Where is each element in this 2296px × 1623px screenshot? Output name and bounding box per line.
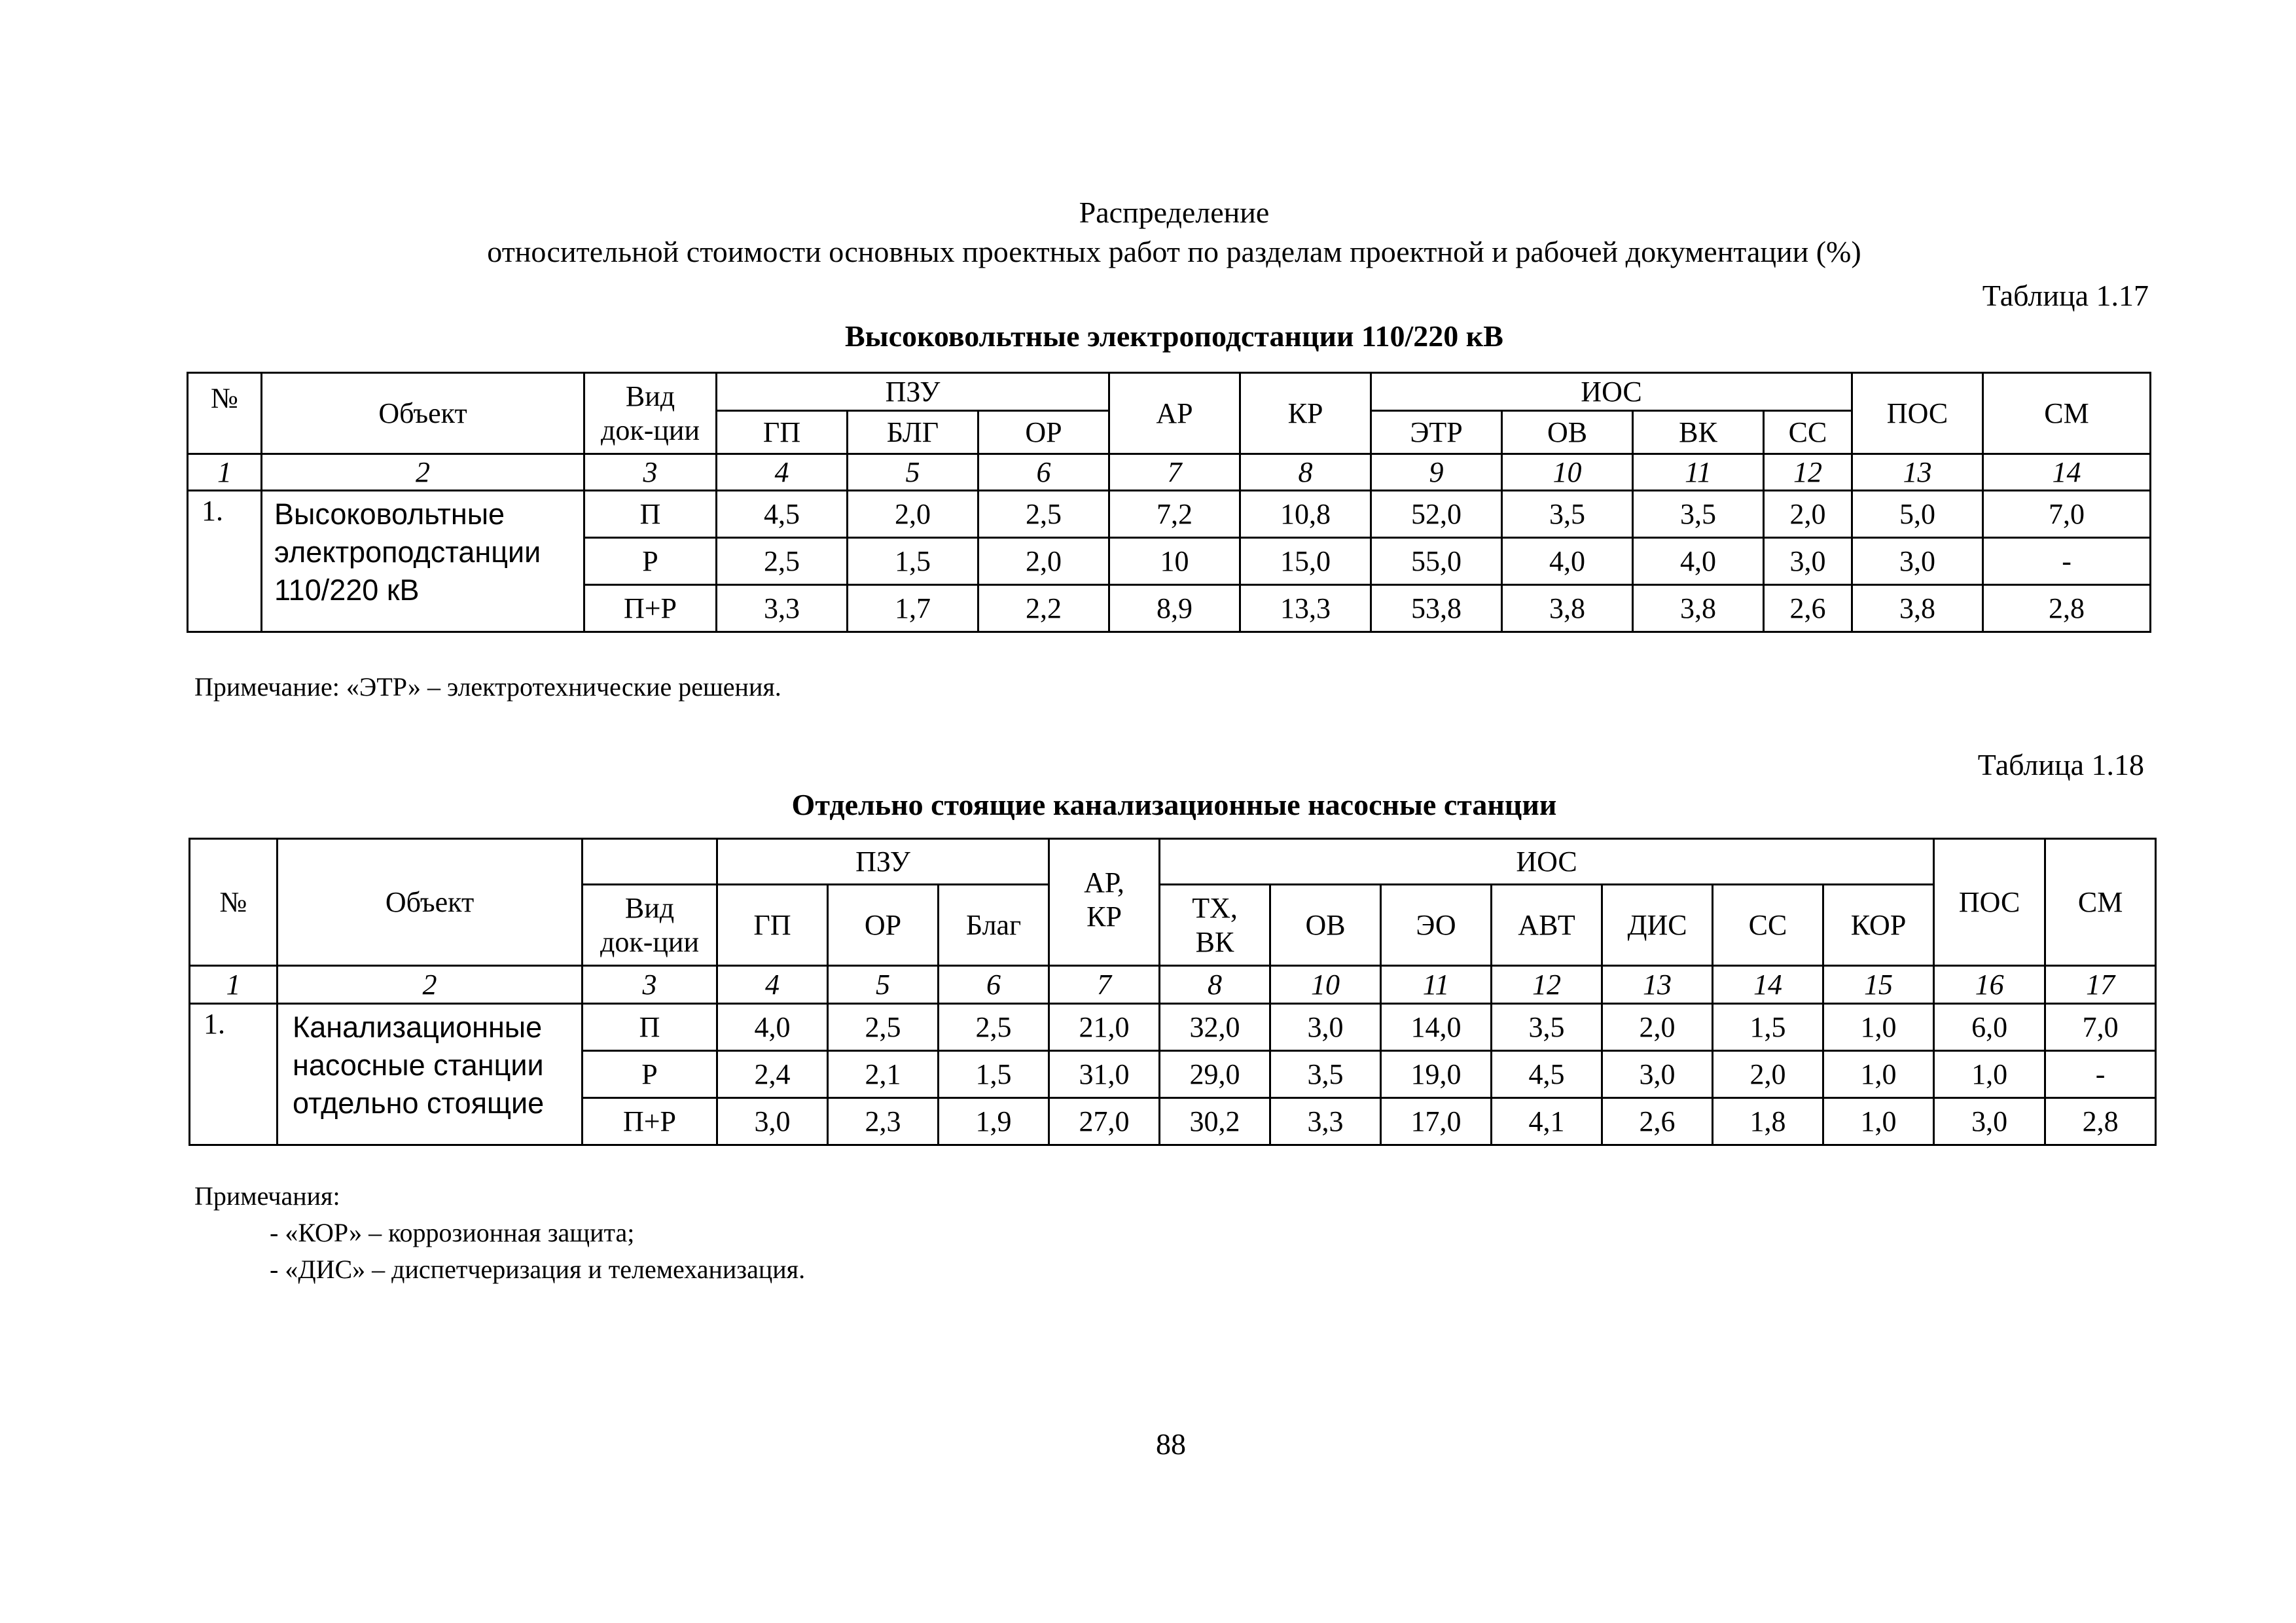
col-header-pzu: ПЗУ bbox=[717, 373, 1109, 411]
cell: 3,0 bbox=[717, 1098, 828, 1145]
cell: 10 bbox=[1109, 538, 1240, 585]
cell: П bbox=[584, 491, 717, 538]
cell: 53,8 bbox=[1371, 585, 1502, 632]
cell: 8,9 bbox=[1109, 585, 1240, 632]
cell: 1,9 bbox=[939, 1098, 1049, 1145]
col-header-blg: БЛГ bbox=[848, 411, 978, 454]
cell: 1,5 bbox=[1713, 1004, 1823, 1051]
col-header-or: ОР bbox=[978, 411, 1109, 454]
cell: 2,2 bbox=[978, 585, 1109, 632]
cell: 4,5 bbox=[1492, 1051, 1602, 1098]
column-number: 14 bbox=[1983, 454, 2151, 491]
col-header-ios: ИОС bbox=[1160, 839, 1934, 885]
col-header-etr: ЭТР bbox=[1371, 411, 1502, 454]
cell: 3,0 bbox=[1852, 538, 1983, 585]
column-number: 4 bbox=[717, 454, 848, 491]
page-number: 88 bbox=[1156, 1427, 1186, 1461]
doc-heading bbox=[0, 193, 2296, 272]
cell: 4,5 bbox=[717, 491, 848, 538]
table-117-note: Примечание: «ЭТР» – электротехнические решения. bbox=[194, 672, 781, 702]
cell: 3,5 bbox=[1633, 491, 1764, 538]
cell: 17,0 bbox=[1381, 1098, 1492, 1145]
column-number: 1 bbox=[190, 966, 278, 1004]
cell: П bbox=[583, 1004, 717, 1051]
column-number: 3 bbox=[583, 966, 717, 1004]
table-117-title: Высоковольтные электроподстанции 110/220 кВ bbox=[845, 319, 1503, 353]
cell: 15,0 bbox=[1240, 538, 1371, 585]
col-header-ov: ОВ bbox=[1270, 885, 1381, 966]
cell: 2,5 bbox=[939, 1004, 1049, 1051]
col-header-kor: КОР bbox=[1823, 885, 1934, 966]
cell: 1,5 bbox=[848, 538, 978, 585]
cell: 3,0 bbox=[1270, 1004, 1381, 1051]
column-number: 13 bbox=[1852, 454, 1983, 491]
col-header-blag: Благ bbox=[939, 885, 1049, 966]
cell: 3,3 bbox=[717, 585, 848, 632]
notes-title: Примечания: bbox=[194, 1181, 340, 1211]
row-number: 1. bbox=[190, 1004, 278, 1145]
heading-line-2: относительной стоимости основных проектных работ по разделам проектной и рабочей документации (%) bbox=[487, 235, 1861, 268]
column-number: 9 bbox=[1371, 454, 1502, 491]
col-header-kr: КР bbox=[1240, 373, 1371, 454]
object-line: электроподстанции bbox=[274, 535, 541, 569]
cell: 2,8 bbox=[2045, 1098, 2156, 1145]
cell: 13,3 bbox=[1240, 585, 1371, 632]
column-number: 17 bbox=[2045, 966, 2156, 1004]
col-header-dis: ДИС bbox=[1602, 885, 1713, 966]
cell: 27,0 bbox=[1049, 1098, 1160, 1145]
cell: 3,0 bbox=[1764, 538, 1852, 585]
cell: 55,0 bbox=[1371, 538, 1502, 585]
column-number: 5 bbox=[848, 454, 978, 491]
cell: 2,0 bbox=[1713, 1051, 1823, 1098]
cell: 2,5 bbox=[717, 538, 848, 585]
col-header-ss: СС bbox=[1713, 885, 1823, 966]
cell: Р bbox=[583, 1051, 717, 1098]
cell: 2,5 bbox=[828, 1004, 939, 1051]
doc-type-line-2: док-ции bbox=[600, 925, 700, 958]
col-header-no: № bbox=[188, 373, 262, 454]
col-header-blank bbox=[583, 839, 717, 885]
column-number: 5 bbox=[828, 966, 939, 1004]
column-number: 10 bbox=[1502, 454, 1633, 491]
col-header-ss: СС bbox=[1764, 411, 1852, 454]
cell: 21,0 bbox=[1049, 1004, 1160, 1051]
column-number: 7 bbox=[1109, 454, 1240, 491]
column-number: 14 bbox=[1713, 966, 1823, 1004]
table-row bbox=[190, 1004, 2156, 1051]
cell: 3,0 bbox=[1934, 1098, 2045, 1145]
cell: П+Р bbox=[583, 1098, 717, 1145]
doc-type-line-2: док-ции bbox=[600, 414, 700, 446]
cell: 2,4 bbox=[717, 1051, 828, 1098]
cell: 2,0 bbox=[978, 538, 1109, 585]
cell: 2,6 bbox=[1602, 1098, 1713, 1145]
column-number: 11 bbox=[1381, 966, 1492, 1004]
cell: 29,0 bbox=[1160, 1051, 1270, 1098]
table-117-label: Таблица 1.17 bbox=[1982, 279, 2149, 312]
column-number: 12 bbox=[1764, 454, 1852, 491]
column-number: 3 bbox=[584, 454, 717, 491]
cell: П+Р bbox=[584, 585, 717, 632]
note-item: - «ДИС» – диспетчеризация и телемеханизация. bbox=[270, 1255, 806, 1284]
cell: 2,6 bbox=[1764, 585, 1852, 632]
cell: 1,0 bbox=[1823, 1098, 1934, 1145]
column-number: 6 bbox=[978, 454, 1109, 491]
table-117 bbox=[187, 372, 2151, 633]
cell: 3,8 bbox=[1502, 585, 1633, 632]
table-118-title: Отдельно стоящие канализационные насосные станции bbox=[791, 788, 1557, 821]
cell: 3,5 bbox=[1502, 491, 1633, 538]
col-header-sm: СМ bbox=[2045, 839, 2156, 966]
col-header-ar: АР bbox=[1109, 373, 1240, 454]
cell: 1,7 bbox=[848, 585, 978, 632]
ar-kr-line-1: АР, bbox=[1084, 866, 1124, 899]
cell: 1,8 bbox=[1713, 1098, 1823, 1145]
object-line: Канализационные bbox=[293, 1010, 543, 1044]
cell: 1,0 bbox=[1823, 1004, 1934, 1051]
cell: 3,3 bbox=[1270, 1098, 1381, 1145]
tx-vk-line-2: ВК bbox=[1195, 925, 1234, 958]
cell: 30,2 bbox=[1160, 1098, 1270, 1145]
col-header-doc-type bbox=[584, 373, 717, 454]
cell: 2,0 bbox=[1764, 491, 1852, 538]
col-header-eo: ЭО bbox=[1381, 885, 1492, 966]
column-number: 11 bbox=[1633, 454, 1764, 491]
cell: 2,1 bbox=[828, 1051, 939, 1098]
table-118 bbox=[188, 838, 2157, 1146]
col-header-gp: ГП bbox=[717, 885, 828, 966]
object-line: Высоковольтные bbox=[274, 497, 505, 531]
cell: 3,8 bbox=[1633, 585, 1764, 632]
cell: 3,5 bbox=[1270, 1051, 1381, 1098]
cell: - bbox=[2045, 1051, 2156, 1098]
cell: 2,3 bbox=[828, 1098, 939, 1145]
object-line: отдельно стоящие bbox=[293, 1086, 545, 1120]
column-number: 4 bbox=[717, 966, 828, 1004]
column-number: 10 bbox=[1270, 966, 1381, 1004]
col-header-doc-type bbox=[583, 885, 717, 966]
cell: Р bbox=[584, 538, 717, 585]
col-header-ios: ИОС bbox=[1371, 373, 1852, 411]
row-number: 1. bbox=[188, 491, 262, 632]
tx-vk-line-1: ТХ, bbox=[1192, 891, 1238, 924]
column-number: 15 bbox=[1823, 966, 1934, 1004]
cell: 3,8 bbox=[1852, 585, 1983, 632]
cell: 31,0 bbox=[1049, 1051, 1160, 1098]
ar-kr-line-2: КР bbox=[1086, 901, 1122, 933]
table-row bbox=[188, 491, 2151, 538]
cell: 32,0 bbox=[1160, 1004, 1270, 1051]
object-line: 110/220 кВ bbox=[274, 573, 420, 607]
col-header-pzu: ПЗУ bbox=[717, 839, 1049, 885]
col-header-vk: ВК bbox=[1633, 411, 1764, 454]
column-number: 6 bbox=[939, 966, 1049, 1004]
col-header-ov: ОВ bbox=[1502, 411, 1633, 454]
cell: 3,5 bbox=[1492, 1004, 1602, 1051]
column-number: 7 bbox=[1049, 966, 1160, 1004]
cell: 10,8 bbox=[1240, 491, 1371, 538]
cell: 7,0 bbox=[2045, 1004, 2156, 1051]
cell: 1,5 bbox=[939, 1051, 1049, 1098]
doc-type-line-1: Вид bbox=[625, 380, 675, 412]
cell: 3,0 bbox=[1602, 1051, 1713, 1098]
col-header-pos: ПОС bbox=[1934, 839, 2045, 966]
cell: 7,2 bbox=[1109, 491, 1240, 538]
column-number: 1 bbox=[188, 454, 262, 491]
cell: 2,8 bbox=[1983, 585, 2151, 632]
col-header-sm: СМ bbox=[1983, 373, 2151, 454]
note-item: - «КОР» – коррозионная защита; bbox=[270, 1218, 635, 1247]
col-header-no: № bbox=[190, 839, 278, 966]
col-header-or: ОР bbox=[828, 885, 939, 966]
table-118-label: Таблица 1.18 bbox=[1977, 748, 2144, 781]
col-header-tx-vk bbox=[1160, 885, 1270, 966]
column-number: 13 bbox=[1602, 966, 1713, 1004]
column-number: 8 bbox=[1240, 454, 1371, 491]
cell: 5,0 bbox=[1852, 491, 1983, 538]
cell: 6,0 bbox=[1934, 1004, 2045, 1051]
column-numbers-row bbox=[188, 454, 2151, 491]
cell: 2,5 bbox=[978, 491, 1109, 538]
cell: 2,0 bbox=[1602, 1004, 1713, 1051]
cell: 1,0 bbox=[1934, 1051, 2045, 1098]
column-numbers-row bbox=[190, 966, 2156, 1004]
cell: 7,0 bbox=[1983, 491, 2151, 538]
cell: 4,0 bbox=[1502, 538, 1633, 585]
cell: 4,1 bbox=[1492, 1098, 1602, 1145]
object-name bbox=[278, 1004, 583, 1145]
cell: 4,0 bbox=[717, 1004, 828, 1051]
object-name bbox=[262, 491, 584, 632]
cell: 1,0 bbox=[1823, 1051, 1934, 1098]
column-number: 2 bbox=[278, 966, 583, 1004]
column-number: 12 bbox=[1492, 966, 1602, 1004]
cell: 52,0 bbox=[1371, 491, 1502, 538]
cell: 4,0 bbox=[1633, 538, 1764, 585]
cell: - bbox=[1983, 538, 2151, 585]
col-header-avt: АВТ bbox=[1492, 885, 1602, 966]
cell: 2,0 bbox=[848, 491, 978, 538]
col-header-gp: ГП bbox=[717, 411, 848, 454]
table-118-notes bbox=[194, 1178, 805, 1288]
col-header-object: Объект bbox=[262, 373, 584, 454]
heading-line-1: Распределение bbox=[1079, 196, 1270, 229]
column-number: 2 bbox=[262, 454, 584, 491]
cell: 19,0 bbox=[1381, 1051, 1492, 1098]
object-line: насосные станции bbox=[293, 1048, 544, 1082]
column-number: 16 bbox=[1934, 966, 2045, 1004]
col-header-pos: ПОС bbox=[1852, 373, 1983, 454]
col-header-ar-kr bbox=[1049, 839, 1160, 966]
column-number: 8 bbox=[1160, 966, 1270, 1004]
cell: 14,0 bbox=[1381, 1004, 1492, 1051]
doc-type-line-1: Вид bbox=[624, 891, 675, 924]
col-header-object: Объект bbox=[278, 839, 583, 966]
